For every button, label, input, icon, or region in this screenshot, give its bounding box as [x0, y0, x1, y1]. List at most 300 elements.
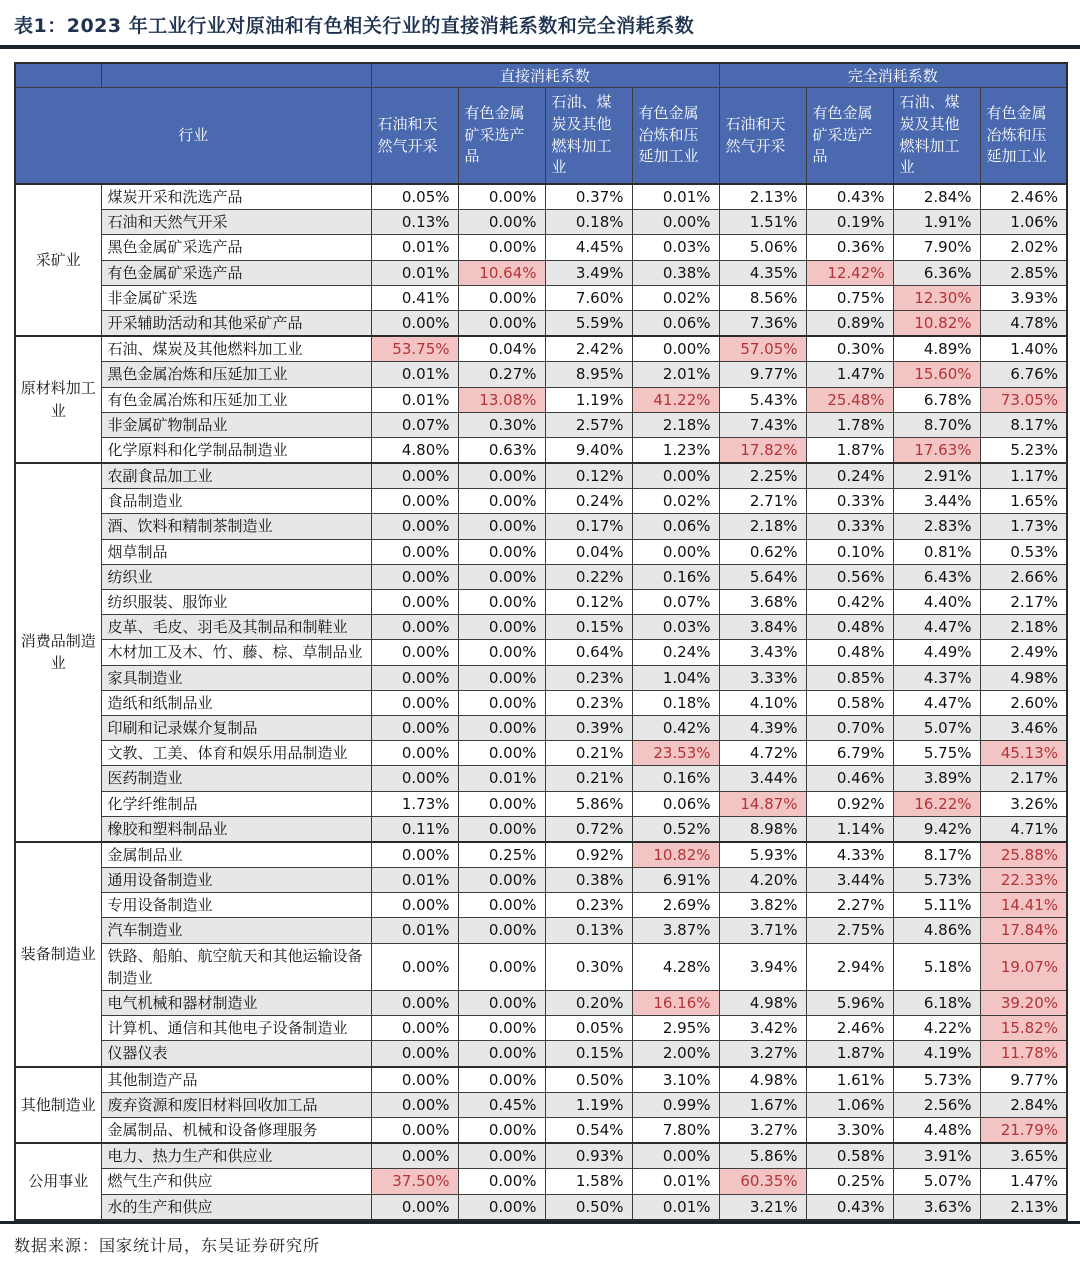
- direct-coefficient-value: 8.95%: [545, 362, 632, 387]
- full-coefficient-value: 3.82%: [719, 893, 806, 918]
- table-row: [15, 437, 1067, 463]
- direct-coefficient-value: 0.00%: [458, 184, 545, 210]
- full-coefficient-value: 2.84%: [893, 184, 980, 210]
- industry-name: 木材加工及木、竹、藤、棕、草制品业: [101, 640, 371, 665]
- direct-coefficient-value: 0.00%: [371, 514, 458, 539]
- direct-coefficient-value: 3.87%: [632, 918, 719, 943]
- industry-name: 有色金属冶炼和压延加工业: [101, 387, 371, 412]
- direct-coefficient-value: 7.80%: [632, 1117, 719, 1143]
- direct-coefficient-value: 0.63%: [458, 437, 545, 463]
- industry-name: 废弃资源和废旧材料回收加工品: [101, 1092, 371, 1117]
- full-coefficient-value: 1.40%: [980, 336, 1067, 362]
- full-coefficient-value: 5.11%: [893, 893, 980, 918]
- header-row-sections: [15, 63, 1067, 88]
- full-coefficient-value: 2.46%: [806, 1016, 893, 1041]
- direct-coefficient-value: 0.99%: [632, 1092, 719, 1117]
- full-coefficient-value: 4.89%: [893, 336, 980, 362]
- direct-coefficient-value: 0.00%: [458, 210, 545, 235]
- full-coefficient-value: 2.17%: [980, 590, 1067, 615]
- full-coefficient-value: 0.33%: [806, 489, 893, 514]
- industry-name: 纺织服装、服饰业: [101, 590, 371, 615]
- industry-name: 煤炭开采和洗选产品: [101, 184, 371, 210]
- full-coefficient-value: 19.07%: [980, 943, 1067, 990]
- full-coefficient-value: 0.19%: [806, 210, 893, 235]
- full-coefficient-value: 45.13%: [980, 741, 1067, 766]
- direct-coefficient-value: 0.00%: [371, 310, 458, 336]
- direct-coefficient-value: 1.19%: [545, 1092, 632, 1117]
- full-coefficient-value: 5.23%: [980, 437, 1067, 463]
- table-row: [15, 715, 1067, 740]
- full-coefficient-value: 60.35%: [719, 1169, 806, 1194]
- header-direct-col-fuel-processing: 石油、煤炭及其他燃料加工业: [545, 88, 632, 185]
- direct-coefficient-value: 6.91%: [632, 868, 719, 893]
- full-coefficient-value: 0.48%: [806, 615, 893, 640]
- full-coefficient-value: 2.56%: [893, 1092, 980, 1117]
- full-coefficient-value: 7.90%: [893, 235, 980, 260]
- full-coefficient-value: 3.30%: [806, 1117, 893, 1143]
- direct-coefficient-value: 53.75%: [371, 336, 458, 362]
- full-coefficient-value: 2.17%: [980, 766, 1067, 791]
- direct-coefficient-value: 23.53%: [632, 741, 719, 766]
- table-row: [15, 1016, 1067, 1041]
- table-row: [15, 463, 1067, 489]
- direct-coefficient-value: 0.01%: [371, 918, 458, 943]
- industry-name: 燃气生产和供应: [101, 1169, 371, 1194]
- industry-name: 黑色金属矿采选产品: [101, 235, 371, 260]
- full-coefficient-value: 9.77%: [980, 1067, 1067, 1093]
- full-coefficient-value: 3.63%: [893, 1194, 980, 1220]
- direct-coefficient-value: 0.00%: [371, 842, 458, 868]
- direct-coefficient-value: 10.82%: [632, 842, 719, 868]
- direct-coefficient-value: 2.69%: [632, 893, 719, 918]
- full-coefficient-value: 0.70%: [806, 715, 893, 740]
- industry-name: 非金属矿采选: [101, 285, 371, 310]
- full-coefficient-value: 6.18%: [893, 991, 980, 1016]
- direct-coefficient-value: 0.01%: [371, 387, 458, 412]
- direct-coefficient-value: 1.04%: [632, 665, 719, 690]
- full-coefficient-value: 3.26%: [980, 791, 1067, 816]
- full-coefficient-value: 5.93%: [719, 842, 806, 868]
- full-coefficient-value: 3.91%: [893, 1143, 980, 1169]
- full-coefficient-value: 2.84%: [980, 1092, 1067, 1117]
- table-row: [15, 868, 1067, 893]
- direct-coefficient-value: 0.00%: [371, 1143, 458, 1169]
- full-coefficient-value: 9.77%: [719, 362, 806, 387]
- full-coefficient-value: 8.98%: [719, 816, 806, 842]
- full-coefficient-value: 4.22%: [893, 1016, 980, 1041]
- full-coefficient-value: 2.83%: [893, 514, 980, 539]
- direct-coefficient-value: 0.12%: [545, 590, 632, 615]
- direct-coefficient-value: 0.07%: [632, 590, 719, 615]
- full-coefficient-value: 2.71%: [719, 489, 806, 514]
- direct-coefficient-value: 0.00%: [458, 590, 545, 615]
- header-direct-section: 直接消耗系数: [371, 63, 719, 88]
- full-coefficient-value: 1.06%: [980, 210, 1067, 235]
- full-coefficient-value: 1.51%: [719, 210, 806, 235]
- industry-name: 金属制品、机械和设备修理服务: [101, 1117, 371, 1143]
- full-coefficient-value: 4.78%: [980, 310, 1067, 336]
- header-row-columns: [15, 88, 1067, 185]
- full-coefficient-value: 0.56%: [806, 564, 893, 589]
- industry-name: 食品制造业: [101, 489, 371, 514]
- full-coefficient-value: 8.17%: [893, 842, 980, 868]
- direct-coefficient-value: 0.01%: [458, 766, 545, 791]
- direct-coefficient-value: 0.00%: [458, 991, 545, 1016]
- group-label: 原材料加工业: [15, 336, 101, 463]
- direct-coefficient-value: 0.25%: [458, 842, 545, 868]
- full-coefficient-value: 12.42%: [806, 260, 893, 285]
- table-row: [15, 1092, 1067, 1117]
- full-coefficient-value: 1.67%: [719, 1092, 806, 1117]
- industry-name: 橡胶和塑料制品业: [101, 816, 371, 842]
- table-row: [15, 362, 1067, 387]
- direct-coefficient-value: 0.00%: [371, 1067, 458, 1093]
- full-coefficient-value: 4.71%: [980, 816, 1067, 842]
- full-coefficient-value: 2.18%: [719, 514, 806, 539]
- full-coefficient-value: 5.07%: [893, 715, 980, 740]
- direct-coefficient-value: 5.59%: [545, 310, 632, 336]
- full-coefficient-value: 17.63%: [893, 437, 980, 463]
- direct-coefficient-value: 0.54%: [545, 1117, 632, 1143]
- full-coefficient-value: 5.43%: [719, 387, 806, 412]
- table-row: [15, 690, 1067, 715]
- direct-coefficient-value: 0.00%: [458, 1194, 545, 1220]
- group-label: 公用事业: [15, 1143, 101, 1220]
- full-coefficient-value: 5.64%: [719, 564, 806, 589]
- direct-coefficient-value: 0.72%: [545, 816, 632, 842]
- direct-coefficient-value: 9.40%: [545, 437, 632, 463]
- full-coefficient-value: 3.65%: [980, 1143, 1067, 1169]
- direct-coefficient-value: 0.00%: [371, 741, 458, 766]
- full-coefficient-value: 4.98%: [719, 1067, 806, 1093]
- direct-coefficient-value: 0.13%: [371, 210, 458, 235]
- header-full-section: 完全消耗系数: [719, 63, 1067, 88]
- direct-coefficient-value: 2.18%: [632, 412, 719, 437]
- direct-coefficient-value: 0.00%: [371, 640, 458, 665]
- direct-coefficient-value: 0.00%: [371, 615, 458, 640]
- direct-coefficient-value: 7.60%: [545, 285, 632, 310]
- table-row: [15, 539, 1067, 564]
- full-coefficient-value: 6.78%: [893, 387, 980, 412]
- direct-coefficient-value: 0.01%: [371, 868, 458, 893]
- direct-coefficient-value: 0.05%: [545, 1016, 632, 1041]
- direct-coefficient-value: 0.00%: [458, 918, 545, 943]
- full-coefficient-value: 1.61%: [806, 1067, 893, 1093]
- table-row: [15, 412, 1067, 437]
- direct-coefficient-value: 41.22%: [632, 387, 719, 412]
- full-coefficient-value: 2.94%: [806, 943, 893, 990]
- direct-coefficient-value: 0.00%: [458, 285, 545, 310]
- direct-coefficient-value: 0.16%: [632, 766, 719, 791]
- full-coefficient-value: 1.47%: [980, 1169, 1067, 1194]
- full-coefficient-value: 22.33%: [980, 868, 1067, 893]
- table-row: [15, 791, 1067, 816]
- direct-coefficient-value: 4.28%: [632, 943, 719, 990]
- full-coefficient-value: 3.68%: [719, 590, 806, 615]
- full-coefficient-value: 3.33%: [719, 665, 806, 690]
- industry-name: 通用设备制造业: [101, 868, 371, 893]
- direct-coefficient-value: 0.07%: [371, 412, 458, 437]
- full-coefficient-value: 2.27%: [806, 893, 893, 918]
- header-full-col-oil-gas: 石油和天然气开采: [719, 88, 806, 185]
- direct-coefficient-value: 0.13%: [545, 918, 632, 943]
- full-coefficient-value: 0.33%: [806, 514, 893, 539]
- table-row: [15, 665, 1067, 690]
- industry-name: 金属制品业: [101, 842, 371, 868]
- full-coefficient-value: 2.91%: [893, 463, 980, 489]
- direct-coefficient-value: 0.00%: [458, 640, 545, 665]
- full-coefficient-value: 15.82%: [980, 1016, 1067, 1041]
- full-coefficient-value: 4.40%: [893, 590, 980, 615]
- direct-coefficient-value: 0.38%: [545, 868, 632, 893]
- table-row: [15, 640, 1067, 665]
- full-coefficient-value: 4.48%: [893, 1117, 980, 1143]
- full-coefficient-value: 4.39%: [719, 715, 806, 740]
- table-row: [15, 590, 1067, 615]
- direct-coefficient-value: 0.45%: [458, 1092, 545, 1117]
- direct-coefficient-value: 0.00%: [458, 893, 545, 918]
- full-coefficient-value: 7.36%: [719, 310, 806, 336]
- full-coefficient-value: 8.70%: [893, 412, 980, 437]
- full-coefficient-value: 2.18%: [980, 615, 1067, 640]
- table-row: [15, 893, 1067, 918]
- direct-coefficient-value: 10.64%: [458, 260, 545, 285]
- direct-coefficient-value: 0.02%: [632, 285, 719, 310]
- full-coefficient-value: 11.78%: [980, 1041, 1067, 1067]
- direct-coefficient-value: 0.00%: [458, 816, 545, 842]
- industry-name: 化学纤维制品: [101, 791, 371, 816]
- full-coefficient-value: 17.82%: [719, 437, 806, 463]
- table-row: [15, 1143, 1067, 1169]
- full-coefficient-value: 1.87%: [806, 437, 893, 463]
- industry-name: 水的生产和供应: [101, 1194, 371, 1220]
- direct-coefficient-value: 0.00%: [458, 665, 545, 690]
- full-coefficient-value: 4.72%: [719, 741, 806, 766]
- full-coefficient-value: 5.07%: [893, 1169, 980, 1194]
- industry-name: 仪器仪表: [101, 1041, 371, 1067]
- full-coefficient-value: 0.25%: [806, 1169, 893, 1194]
- direct-coefficient-value: 0.00%: [632, 336, 719, 362]
- full-coefficient-value: 0.36%: [806, 235, 893, 260]
- direct-coefficient-value: 0.01%: [632, 1194, 719, 1220]
- table-row: [15, 387, 1067, 412]
- direct-coefficient-value: 0.00%: [458, 310, 545, 336]
- direct-coefficient-value: 2.01%: [632, 362, 719, 387]
- direct-coefficient-value: 1.73%: [371, 791, 458, 816]
- full-coefficient-value: 1.06%: [806, 1092, 893, 1117]
- full-coefficient-value: 14.41%: [980, 893, 1067, 918]
- table-row: [15, 1169, 1067, 1194]
- full-coefficient-value: 25.88%: [980, 842, 1067, 868]
- direct-coefficient-value: 0.00%: [371, 766, 458, 791]
- full-coefficient-value: 3.43%: [719, 640, 806, 665]
- direct-coefficient-value: 0.00%: [458, 943, 545, 990]
- full-coefficient-value: 4.49%: [893, 640, 980, 665]
- direct-coefficient-value: 0.00%: [632, 210, 719, 235]
- header-direct-col-nonferrous-mining: 有色金属矿采选产品: [458, 88, 545, 185]
- direct-coefficient-value: 0.37%: [545, 184, 632, 210]
- header-full-col-fuel-processing: 石油、煤炭及其他燃料加工业: [893, 88, 980, 185]
- direct-coefficient-value: 0.23%: [545, 893, 632, 918]
- table-row: [15, 285, 1067, 310]
- direct-coefficient-value: 0.00%: [371, 564, 458, 589]
- full-coefficient-value: 1.91%: [893, 210, 980, 235]
- direct-coefficient-value: 16.16%: [632, 991, 719, 1016]
- full-coefficient-value: 1.14%: [806, 816, 893, 842]
- table-row: [15, 235, 1067, 260]
- direct-coefficient-value: 0.00%: [458, 539, 545, 564]
- full-coefficient-value: 0.42%: [806, 590, 893, 615]
- full-coefficient-value: 3.93%: [980, 285, 1067, 310]
- direct-coefficient-value: 0.00%: [458, 1067, 545, 1093]
- direct-coefficient-value: 0.18%: [545, 210, 632, 235]
- full-coefficient-value: 3.27%: [719, 1117, 806, 1143]
- direct-coefficient-value: 4.80%: [371, 437, 458, 463]
- full-coefficient-value: 2.60%: [980, 690, 1067, 715]
- full-coefficient-value: 1.65%: [980, 489, 1067, 514]
- industry-name: 医药制造业: [101, 766, 371, 791]
- table-row: [15, 1194, 1067, 1220]
- full-coefficient-value: 4.35%: [719, 260, 806, 285]
- industry-name: 汽车制造业: [101, 918, 371, 943]
- full-coefficient-value: 4.20%: [719, 868, 806, 893]
- full-coefficient-value: 16.22%: [893, 791, 980, 816]
- full-coefficient-value: 1.47%: [806, 362, 893, 387]
- full-coefficient-value: 3.94%: [719, 943, 806, 990]
- full-coefficient-value: 4.86%: [893, 918, 980, 943]
- industry-name: 造纸和纸制品业: [101, 690, 371, 715]
- direct-coefficient-value: 0.03%: [632, 615, 719, 640]
- direct-coefficient-value: 0.15%: [545, 615, 632, 640]
- full-coefficient-value: 2.13%: [719, 184, 806, 210]
- table-row: [15, 766, 1067, 791]
- direct-coefficient-value: 0.00%: [371, 1194, 458, 1220]
- direct-coefficient-value: 0.22%: [545, 564, 632, 589]
- direct-coefficient-value: 0.00%: [371, 1092, 458, 1117]
- direct-coefficient-value: 5.86%: [545, 791, 632, 816]
- full-coefficient-value: 4.47%: [893, 615, 980, 640]
- industry-name: 酒、饮料和精制茶制造业: [101, 514, 371, 539]
- full-coefficient-value: 25.48%: [806, 387, 893, 412]
- consumption-coefficient-table: [14, 62, 1068, 1221]
- direct-coefficient-value: 0.00%: [371, 665, 458, 690]
- full-coefficient-value: 0.81%: [893, 539, 980, 564]
- direct-coefficient-value: 0.00%: [371, 1016, 458, 1041]
- direct-coefficient-value: 4.45%: [545, 235, 632, 260]
- industry-name: 纺织业: [101, 564, 371, 589]
- direct-coefficient-value: 0.24%: [632, 640, 719, 665]
- full-coefficient-value: 8.17%: [980, 412, 1067, 437]
- industry-name: 家具制造业: [101, 665, 371, 690]
- direct-coefficient-value: 0.00%: [458, 1143, 545, 1169]
- industry-name: 农副食品加工业: [101, 463, 371, 489]
- full-coefficient-value: 3.21%: [719, 1194, 806, 1220]
- table-row: [15, 1041, 1067, 1067]
- direct-coefficient-value: 0.16%: [632, 564, 719, 589]
- industry-name: 有色金属矿采选产品: [101, 260, 371, 285]
- direct-coefficient-value: 0.42%: [632, 715, 719, 740]
- industry-name: 石油、煤炭及其他燃料加工业: [101, 336, 371, 362]
- full-coefficient-value: 2.13%: [980, 1194, 1067, 1220]
- full-coefficient-value: 2.02%: [980, 235, 1067, 260]
- direct-coefficient-value: 0.92%: [545, 842, 632, 868]
- direct-coefficient-value: 0.00%: [632, 463, 719, 489]
- group-label: 消费品制造业: [15, 463, 101, 842]
- full-coefficient-value: 3.71%: [719, 918, 806, 943]
- direct-coefficient-value: 13.08%: [458, 387, 545, 412]
- direct-coefficient-value: 2.57%: [545, 412, 632, 437]
- table-row: [15, 842, 1067, 868]
- direct-coefficient-value: 0.00%: [458, 564, 545, 589]
- table-row: [15, 184, 1067, 210]
- direct-coefficient-value: 0.05%: [371, 184, 458, 210]
- full-coefficient-value: 3.44%: [806, 868, 893, 893]
- direct-coefficient-value: 0.04%: [545, 539, 632, 564]
- direct-coefficient-value: 0.00%: [458, 715, 545, 740]
- direct-coefficient-value: 0.64%: [545, 640, 632, 665]
- data-source: 数据来源：国家统计局，东吴证券研究所: [14, 1235, 321, 1255]
- direct-coefficient-value: 0.00%: [458, 615, 545, 640]
- full-coefficient-value: 17.84%: [980, 918, 1067, 943]
- table-row: [15, 310, 1067, 336]
- direct-coefficient-value: 0.93%: [545, 1143, 632, 1169]
- table-header: [15, 63, 1067, 184]
- header-industry: 行业: [15, 88, 371, 185]
- direct-coefficient-value: 0.17%: [545, 514, 632, 539]
- industry-name: 非金属矿物制品业: [101, 412, 371, 437]
- direct-coefficient-value: 0.00%: [371, 690, 458, 715]
- direct-coefficient-value: 0.06%: [632, 310, 719, 336]
- full-coefficient-value: 0.58%: [806, 690, 893, 715]
- group-label: 其他制造业: [15, 1067, 101, 1144]
- full-coefficient-value: 5.96%: [806, 991, 893, 1016]
- direct-coefficient-value: 1.58%: [545, 1169, 632, 1194]
- table-row: [15, 489, 1067, 514]
- direct-coefficient-value: 0.50%: [545, 1194, 632, 1220]
- full-coefficient-value: 3.89%: [893, 766, 980, 791]
- full-coefficient-value: 5.73%: [893, 868, 980, 893]
- full-coefficient-value: 0.89%: [806, 310, 893, 336]
- direct-coefficient-value: 0.23%: [545, 690, 632, 715]
- full-coefficient-value: 1.78%: [806, 412, 893, 437]
- direct-coefficient-value: 0.23%: [545, 665, 632, 690]
- full-coefficient-value: 15.60%: [893, 362, 980, 387]
- direct-coefficient-value: 0.00%: [371, 943, 458, 990]
- header-full-col-nonferrous-smelting: 有色金属冶炼和压延加工业: [980, 88, 1067, 185]
- industry-name: 电力、热力生产和供应业: [101, 1143, 371, 1169]
- industry-name: 化学原料和化学制品制造业: [101, 437, 371, 463]
- direct-coefficient-value: 0.00%: [632, 1143, 719, 1169]
- direct-coefficient-value: 0.01%: [632, 184, 719, 210]
- table-row: [15, 918, 1067, 943]
- direct-coefficient-value: 3.10%: [632, 1067, 719, 1093]
- full-coefficient-value: 2.66%: [980, 564, 1067, 589]
- direct-coefficient-value: 0.21%: [545, 766, 632, 791]
- full-coefficient-value: 3.44%: [719, 766, 806, 791]
- direct-coefficient-value: 0.06%: [632, 514, 719, 539]
- full-coefficient-value: 9.42%: [893, 816, 980, 842]
- direct-coefficient-value: 0.01%: [371, 362, 458, 387]
- full-coefficient-value: 6.43%: [893, 564, 980, 589]
- table-row: [15, 260, 1067, 285]
- direct-coefficient-value: 0.30%: [545, 943, 632, 990]
- direct-coefficient-value: 0.52%: [632, 816, 719, 842]
- full-coefficient-value: 3.27%: [719, 1041, 806, 1067]
- full-coefficient-value: 0.46%: [806, 766, 893, 791]
- direct-coefficient-value: 0.01%: [371, 260, 458, 285]
- full-coefficient-value: 1.73%: [980, 514, 1067, 539]
- full-coefficient-value: 5.18%: [893, 943, 980, 990]
